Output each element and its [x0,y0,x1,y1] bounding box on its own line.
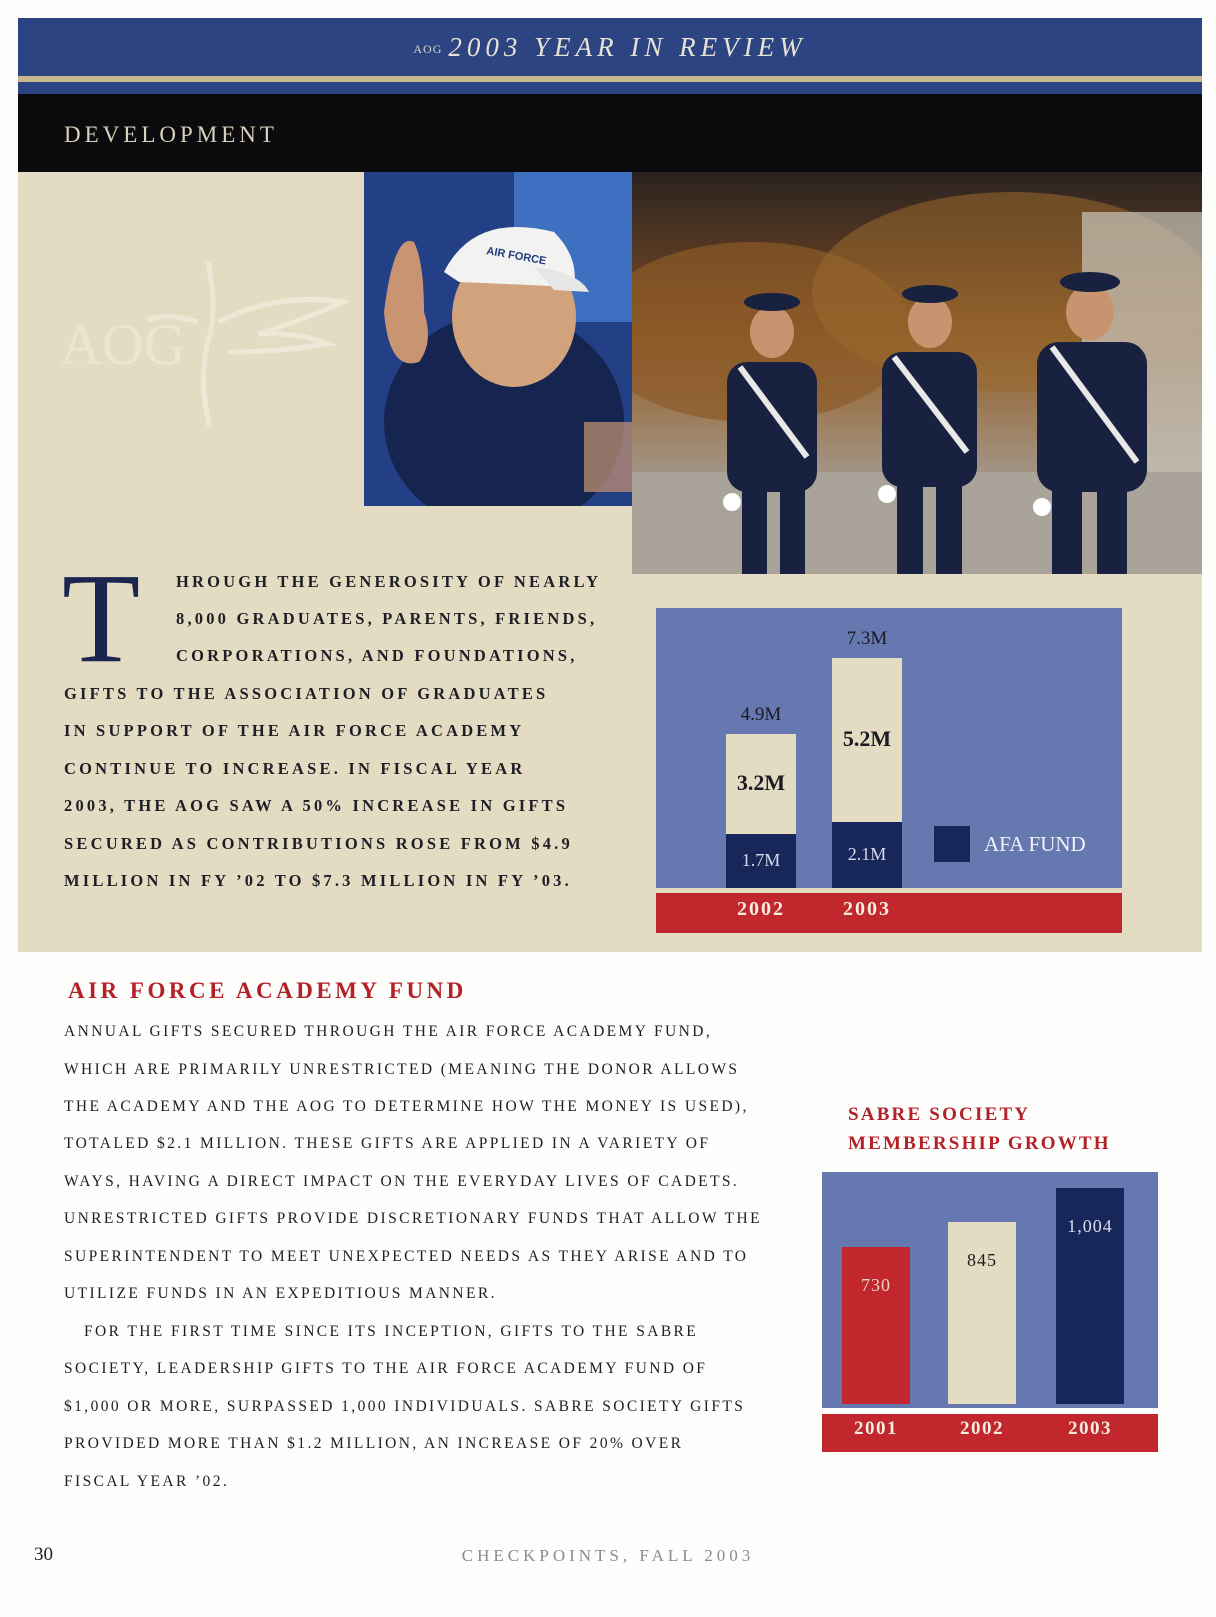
axis-tick-label: 2003 [1068,1418,1112,1439]
child-photo-illustration [364,172,632,506]
body-line: THE ACADEMY AND THE AOG TO DETERMINE HOW THE MONEY IS USED), [64,1098,749,1115]
body-line: FOR THE FIRST TIME SINCE ITS INCEPTION, GIFTS TO THE SABRE [84,1323,699,1340]
section-bar [18,94,1202,172]
body-line: UTILIZE FUNDS IN AN EXPEDITIOUS MANNER. [64,1285,497,1302]
cadets-photo [632,172,1202,574]
body-line: UNRESTRICTED GIFTS PROVIDE DISCRETIONARY FUNDS THAT ALLOW THE [64,1210,762,1227]
page-number: 30 [34,1544,53,1565]
body-line: SUPERINTENDENT TO MEET UNEXPECTED NEEDS AS THEY ARISE AND TO [64,1248,749,1265]
sabre-chart-title-line: MEMBERSHIP GROWTH [848,1133,1111,1154]
body-line: FISCAL YEAR ’02. [64,1473,230,1490]
axis-tick-label: 2002 [737,898,785,920]
header-banner [18,18,1202,76]
bar-segment-label: 3.2M [736,769,786,795]
bar-value-label: 1,004 [1067,1216,1113,1237]
body-line: WAYS, HAVING A DIRECT IMPACT ON THE EVERYDAY LIVES OF CADETS. [64,1173,740,1190]
intro-line: 8,000 GRADUATES, PARENTS, FRIENDS, [176,609,598,628]
sabre-chart-title-line: SABRE SOCIETY [848,1104,1031,1125]
bar [842,1247,910,1404]
bar-segment-label: 2.1M [847,843,887,864]
intro-line: CORPORATIONS, AND FOUNDATIONS, [176,646,578,665]
axis-tick-label: 2001 [854,1418,898,1439]
bar-segment-label: 5.2M [842,725,892,751]
body-line: $1,000 OR MORE, SURPASSED 1,000 INDIVIDUALS. SABRE SOCIETY GIFTS [64,1398,746,1415]
intro-line: CONTINUE TO INCREASE. IN FISCAL YEAR [64,759,526,778]
legend-swatch [934,826,970,862]
publication-footer: CHECKPOINTS, FALL 2003 [461,1546,755,1565]
cadets-photo-illustration [632,172,1202,574]
body-line: SOCIETY, LEADERSHIP GIFTS TO THE AIR FORCE ACADEMY FUND OF [64,1360,708,1377]
axis-tick-label: 2003 [843,898,891,920]
afa-section-heading: AIR FORCE ACADEMY FUND [68,978,467,1003]
body-line: WHICH ARE PRIMARILY UNRESTRICTED (MEANING THE DONOR ALLOWS [64,1061,740,1078]
bar-segment-label: 1.7M [741,850,781,871]
intro-line: MILLION IN FY ’02 TO $7.3 MILLION IN FY ’03. [64,871,572,890]
bar-total-label: 4.9M [740,703,782,725]
axis-tick-label: 2002 [960,1418,1004,1439]
child-photo [364,172,632,506]
body-line: PROVIDED MORE THAN $1.2 MILLION, AN INCREASE OF 20% OVER [64,1435,684,1452]
intro-line: SECURED AS CONTRIBUTIONS ROSE FROM $4.9 [64,834,573,853]
intro-line: GIFTS TO THE ASSOCIATION OF GRADUATES [64,684,549,703]
year-in-review-title: 2003 YEAR IN REVIEW [448,32,807,62]
body-line: TOTALED $2.1 MILLION. THESE GIFTS ARE APPLIED IN A VARIETY OF [64,1135,711,1152]
bar-value-label: 730 [861,1274,891,1295]
legend-label: AFA FUND [984,832,1086,856]
banner-title [18,32,1202,63]
intro-line: 2003, THE AOG SAW A 50% INCREASE IN GIFTS [64,796,569,815]
cap-logo-text: AIR FORCE [485,245,548,268]
watermark-text: AOG [60,312,186,377]
body-line: ANNUAL GIFTS SECURED THROUGH THE AIR FORCE ACADEMY FUND, [64,1023,713,1040]
aog-logo: AOG [413,42,443,57]
drop-cap: T [62,547,141,689]
intro-line: IN SUPPORT OF THE AIR FORCE ACADEMY [64,721,525,740]
banner-rule-lower [18,82,1202,94]
aog-watermark-icon [58,252,348,432]
intro-line: HROUGH THE GENEROSITY OF NEARLY [176,572,602,591]
section-title: DEVELOPMENT [64,122,278,147]
bar-total-label: 7.3M [846,627,888,649]
bar-value-label: 845 [967,1250,997,1271]
